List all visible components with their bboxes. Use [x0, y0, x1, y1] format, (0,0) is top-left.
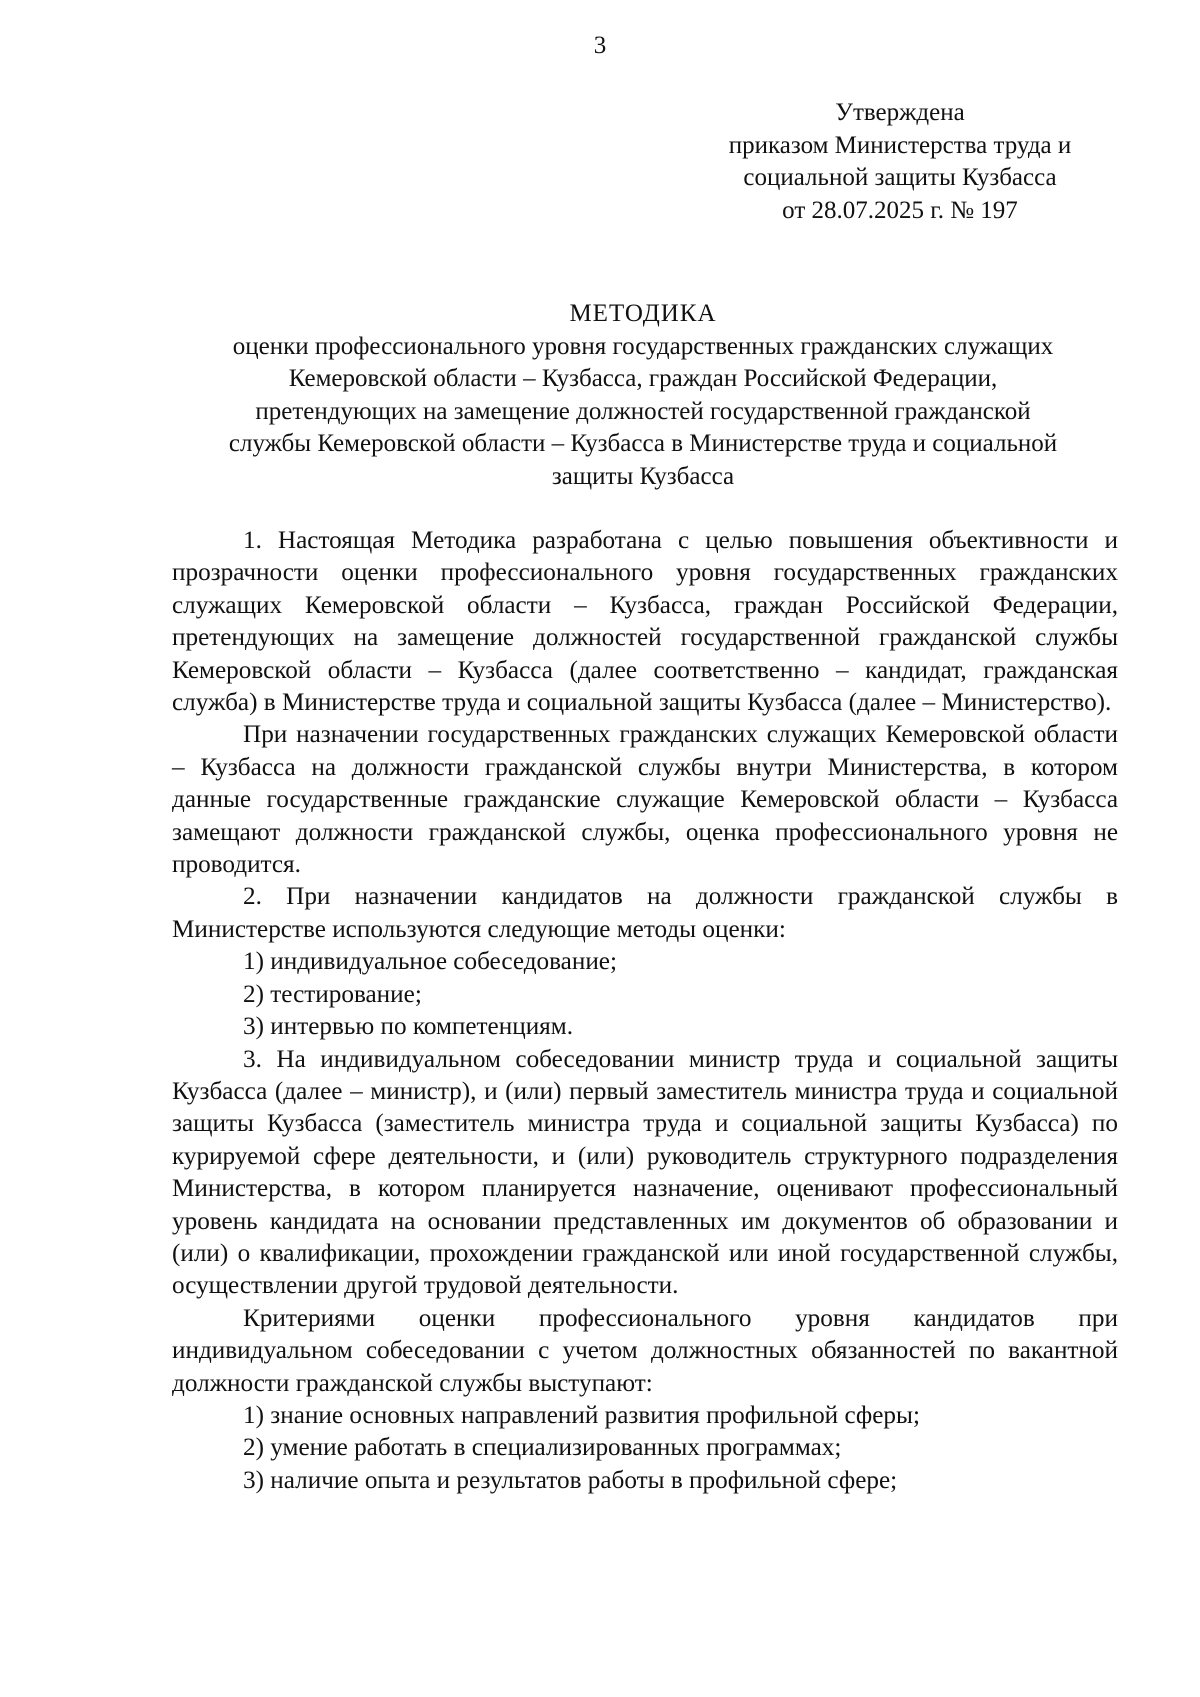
- page-number: 3: [593, 32, 607, 59]
- list-item: 3) наличие опыта и результатов работы в профильной сфере;: [243, 1466, 898, 1494]
- document-subtitle-line: защиты Кузбасса: [551, 462, 735, 490]
- list-item: 1) знание основных направлений развития профильной сферы;: [243, 1401, 920, 1429]
- approval-line: Утверждена: [835, 99, 965, 126]
- approval-stamp: [700, 97, 1100, 227]
- paragraph: 2. При назначении кандидатов на должности гражданской службы в Министерстве используются следующие методы оценки:: [172, 883, 1118, 943]
- paragraph: Критериями оценки профессионального уровня кандидатов при индивидуальном собеседовании с учетом должностных обязанностей по вакантной должности гражданской службы выступают:: [172, 1304, 1118, 1397]
- document-subtitle-line: службы Кемеровской области – Кузбасса в Министерстве труда и социальной: [228, 430, 1058, 457]
- approval-line: приказом Министерства труда и: [728, 131, 1072, 159]
- paragraph: 3. На индивидуальном собеседовании министр труда и социальной защиты Кузбасса (далее – министр), и (или) первый заместитель министра труда и социальной защиты Кузбасса (заместитель министра труда и социальной защиты Кузбасса) по курируемой сфере деятельности, и (или) руководитель структурного подразделения Министерства, в котором планируется назначение, оценивают профессиональный уровень кандидата на основании представленных им документов об образовании и (или) о квалификации, прохождении гражданской или иной государственной службы, осуществлении другой трудовой деятельности.: [172, 1045, 1118, 1300]
- document-subtitle-line: оценки профессионального уровня государственных гражданских служащих: [232, 332, 1054, 360]
- list-item: 3) интервью по компетенциям.: [243, 1013, 573, 1041]
- list-item: 2) тестирование;: [243, 980, 422, 1008]
- document-title-block: [168, 298, 1118, 493]
- document-subtitle-line: Кемеровской области – Кузбасса, граждан Российской Федерации,: [288, 365, 998, 392]
- paragraph: При назначении государственных гражданских служащих Кемеровской области – Кузбасса на должности гражданской службы внутри Министерства, в котором данные государственные гражданские служащие Кемеровской области – Кузбасса замещают должности гражданской службы, оценка профессионального уровня не проводится.: [172, 721, 1118, 879]
- list-item: 1) индивидуальное собеседование;: [243, 948, 617, 976]
- list-item: 2) умение работать в специализированных программах;: [243, 1434, 842, 1462]
- approval-line: от 28.07.2025 г. № 197: [782, 196, 1018, 224]
- document-subtitle-line: претендующих на замещение должностей государственной гражданской: [255, 397, 1031, 425]
- document-title: МЕТОДИКА: [569, 300, 717, 327]
- paragraph: 1. Настоящая Методика разработана с целью повышения объективности и прозрачности оценки профессионального уровня государственных гражданских служащих Кемеровской области – Кузбасса, граждан Российской Федерации, претендующих на замещение должностей государственной гражданской службы Кемеровской области – Кузбасса (далее соответственно – кандидат, гражданская служба) в Министерстве труда и социальной защиты Кузбасса (далее – Министерство).: [172, 527, 1118, 717]
- approval-line: социальной защиты Кузбасса: [743, 164, 1057, 191]
- document-body: [172, 525, 1118, 1497]
